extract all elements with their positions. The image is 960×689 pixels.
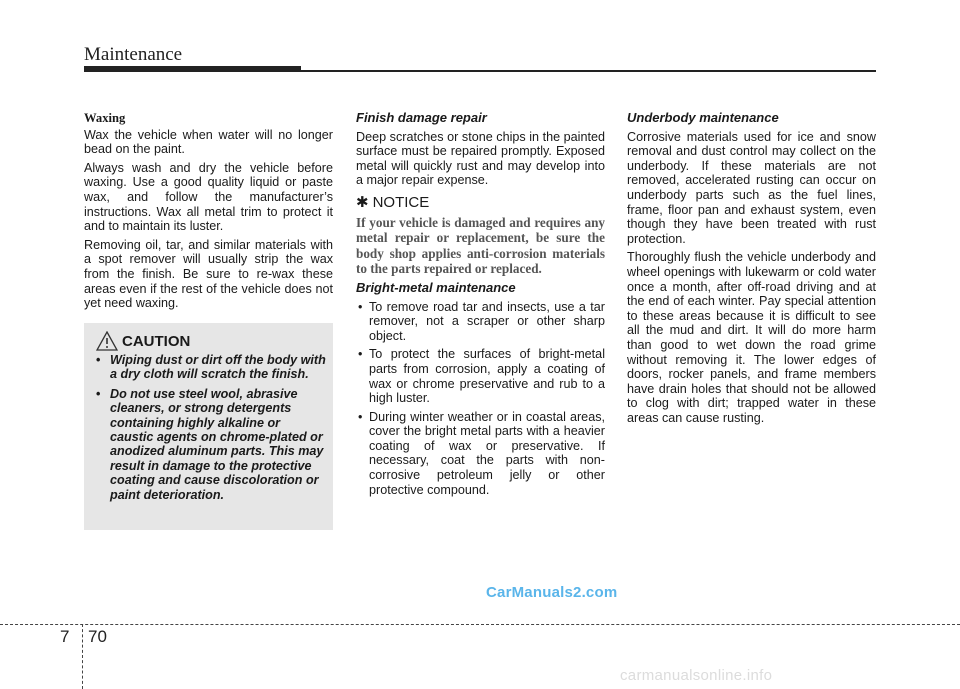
finish-damage-text: Deep scratches or stone chips in the painted surface must be repaired promptly. Exposed metal will quickly rust and may develop into a major repair expense. <box>356 129 605 188</box>
list-item: • During winter weather or in coastal areas, cover the bright metal parts with a heavier coating of wax or preservative. If necessary, coat the parts with non-corrosive petroleum jelly or other protective compound. <box>358 409 605 497</box>
star-asterisk-icon: ✱ <box>356 193 369 211</box>
caution-box <box>84 323 333 530</box>
page-header-title: Maintenance <box>84 44 183 65</box>
warning-triangle-icon <box>96 331 118 351</box>
page-number: 70 <box>88 627 107 646</box>
caution-list <box>94 353 326 507</box>
footer-divider <box>0 624 960 625</box>
column-right <box>627 111 876 429</box>
finish-damage-heading: Finish damage repair <box>356 110 487 125</box>
header-rule-thin <box>301 70 876 72</box>
waxing-paragraph-1: Wax the vehicle when water will no longer bead on the paint. <box>84 127 333 157</box>
footer-watermark: carmanualsonline.info <box>620 667 773 684</box>
bright-metal-list <box>356 300 605 498</box>
header-rule-thick <box>84 66 301 72</box>
footer-vertical-divider <box>82 624 83 689</box>
caution-title-text: CAUTION <box>122 332 191 350</box>
column-middle <box>356 111 605 501</box>
watermark-link[interactable]: CarManuals2.com <box>486 584 618 601</box>
caution-item: • Do not use steel wool, abrasive cleaners, or strong detergents containing highly alkaline or caustic agents on chrome-plated or anodized aluminum parts. This may result in damage to the protective coating and cause discoloration or paint deterioration. <box>96 386 324 502</box>
underbody-paragraph-2: Thoroughly flush the vehicle underbody and wheel openings with lukewarm or cold water once a month, after off-road driving and at the end of each winter. Pay special attention to these areas because it is difficult to see all the mud and dirt. It will do more harm than good to wet down the road grime without removing it. The lower edges of doors, rocker panels, and frame members have drain holes that should not be allowed to clog with dirt; trapped water in these areas can cause rusting. <box>627 250 876 425</box>
column-left <box>84 111 333 315</box>
list-item: • To remove road tar and insects, use a tar remover, not a scraper or other sharp object. <box>358 299 605 343</box>
bright-metal-heading: Bright-metal maintenance <box>356 279 516 295</box>
notice-body: If your vehicle is damaged and requires any metal repair or replacement, be sure the body shop applies anti-corrosion materials to the parts repaired or replaced. <box>356 214 605 277</box>
notice-title <box>356 193 605 211</box>
chapter-number: 7 <box>60 627 70 646</box>
list-item: • To protect the surfaces of bright-metal parts from corrosion, apply a coating of wax or chrome preservative and rub to a high luster. <box>358 347 605 406</box>
waxing-heading: Waxing <box>84 111 126 125</box>
waxing-paragraph-2: Always wash and dry the vehicle before waxing. Use a good quality liquid or paste wax, and follow the manufacturer’s instructions. Wax all metal trim to protect it and to maintain its luster. <box>84 160 333 234</box>
notice-title-text: NOTICE <box>372 193 430 211</box>
waxing-paragraph-3: Removing oil, tar, and similar materials with a spot remover will usually strip the wax from the finish. Be sure to re-wax these areas even if the rest of the vehicle does not yet need waxing. <box>84 237 333 311</box>
underbody-heading: Underbody maintenance <box>627 110 779 125</box>
underbody-paragraph-1: Corrosive materials used for ice and snow removal and dust control may collect on the underbody. If these materials are not removed, accelerated rusting can occur on underbody parts such as the fuel lines, frame, floor pan and exhaust system, even though they have been treated with rust protection. <box>627 129 876 246</box>
caution-title <box>96 331 190 351</box>
caution-item: • Wiping dust or dirt off the body with a dry cloth will scratch the finish. <box>96 353 326 382</box>
